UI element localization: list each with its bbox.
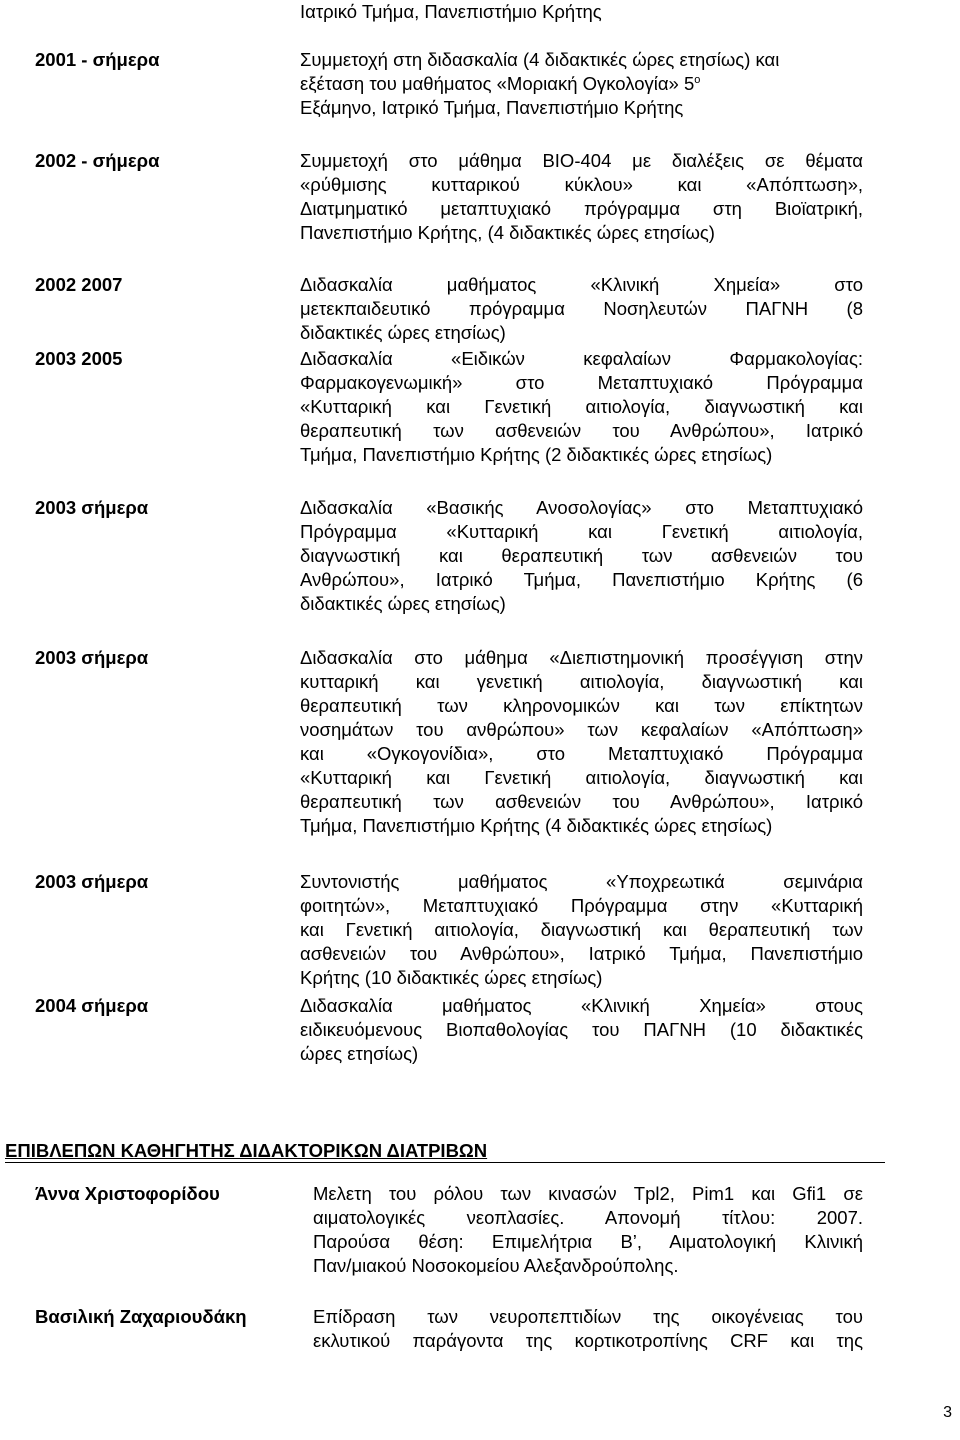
entry-line: Ανθρώπου», Ιατρικό Τμήμα, Πανεπιστήμιο Κρήτης (6 — [300, 569, 863, 590]
entry-line: διδακτικές ώρες ετησίως) — [300, 593, 506, 614]
entry-line: θεραπευτική των κληρονομικών και των επίκτητων — [300, 695, 863, 716]
header-continuation-line: Ιατρικό Τμήμα, Πανεπιστήμιο Κρήτης — [300, 1, 602, 22]
entry-line: Διδασκαλία μαθήματος «Κλινική Χημεία» στο — [300, 274, 863, 295]
entry-line: Διατμηματικό μεταπτυχιακό πρόγραμμα στη Βιοϊατρική, — [300, 198, 863, 219]
thesis-line: Μελετη του ρόλου των κινασών Tpl2, Pim1 και Gfi1 σε — [313, 1183, 863, 1204]
thesis-line: εκλυτικού παράγοντα της κορτικοτροπίνης CRF και της — [313, 1330, 863, 1351]
entry-period: 2001 - σήμερα — [35, 49, 160, 70]
entry-line: θεραπευτική των ασθενειών του Ανθρώπου», Ιατρικό — [300, 420, 863, 441]
thesis-line: Παρούσα θέση: Επιμελήτρια Β’, Αιματολογική Κλινική — [313, 1231, 863, 1252]
entry-period: 2003 σήμερα — [35, 871, 149, 892]
entry-line: Συντονιστής μαθήματος «Υποχρεωτικά σεμινάρια — [300, 871, 863, 892]
entry-line: διδακτικές ώρες ετησίως) — [300, 322, 506, 343]
entry-line: ασθενειών του Ανθρώπου», Ιατρικό Τμήμα, Πανεπιστήμιο — [300, 943, 863, 964]
entry-line: νοσημάτων του ανθρώπου» των κεφαλαίων «Απόπτωση» — [300, 719, 863, 740]
entry-line: κυτταρική και γενετική αιτιολογία, διαγνωστική και — [300, 671, 863, 692]
entry-line-text: εξέταση του μαθήματος «Μοριακή Ογκολογία» 5 — [300, 73, 695, 94]
entry-line: Διδασκαλία «Ειδικών κεφαλαίων Φαρμακολογίας: — [300, 348, 863, 369]
entry-line: Κρήτης (10 διδακτικές ώρες ετησίως) — [300, 967, 603, 988]
entry-line: Τμήμα, Πανεπιστήμιο Κρήτης (4 διδακτικές ώρες ετησίως) — [300, 815, 773, 836]
entry-line: ειδικευόμενους Βιοπαθολογίας του ΠΑΓΝΗ (10 διδακτικές — [300, 1019, 863, 1040]
student-name: Άννα Χριστοφορίδου — [35, 1183, 220, 1204]
entry-line: θεραπευτική των ασθενειών του Ανθρώπου», Ιατρικό — [300, 791, 863, 812]
entry-period: 2003 σήμερα — [35, 647, 149, 668]
entry-line: Συμμετοχή στο μάθημα ΒΙΟ-404 με διαλέξεις σε θέματα — [300, 150, 863, 171]
thesis-line: αιματολογικές νεοπλασίες. Απονομή τίτλου: 2007. — [313, 1207, 863, 1228]
entry-line: Εξάμηνο, Ιατρικό Τμήμα, Πανεπιστήμιο Κρήτης — [300, 97, 684, 118]
entry-period: 2002 2007 — [35, 274, 123, 295]
entry-line: μετεκπαιδευτικό πρόγραμμα Νοσηλευτών ΠΑΓΝΗ (8 — [300, 298, 863, 319]
entry-line: και «Ογκογονίδια», στο Μεταπτυχιακό Πρόγραμμα — [300, 743, 863, 764]
entry-line: διαγνωστική και θεραπευτική των ασθενειών του — [300, 545, 863, 566]
entry-line: Διδασκαλία μαθήματος «Κλινική Χημεία» στους — [300, 995, 863, 1016]
entry-line: Τμήμα, Πανεπιστήμιο Κρήτης (2 διδακτικές ώρες ετησίως) — [300, 444, 773, 465]
entry-line: ώρες ετησίως) — [300, 1043, 419, 1064]
entry-line: και Γενετική αιτιολογία, διαγνωστική και θεραπευτική των — [300, 919, 863, 940]
entry-line: Διδασκαλία στο μάθημα «Διεπιστημονική προσέγγιση στην — [300, 647, 863, 668]
section-heading: ΕΠΙΒΛΕΠΩΝ ΚΑΘΗΓΗΤΗΣ ΔΙΔΑΚΤΟΡΙΚΩΝ ΔΙΑΤΡΙΒΩΝ — [5, 1140, 488, 1161]
entry-line: Φαρμακογενωμική» στο Μεταπτυχιακό Πρόγραμμα — [300, 372, 863, 393]
thesis-line: Παν/μιακού Νοσοκομείου Αλεξανδρούπολης. — [313, 1255, 679, 1276]
entry-period: 2004 σήμερα — [35, 995, 149, 1016]
entry-line — [300, 72, 863, 96]
entry-line: φοιτητών», Μεταπτυχιακό Πρόγραμμα στην «Κυτταρική — [300, 895, 863, 916]
entry-period: 2002 - σήμερα — [35, 150, 160, 171]
page-number: 3 — [943, 1404, 952, 1421]
entry-line: Πανεπιστήμιο Κρήτης, (4 διδακτικές ώρες ετησίως) — [300, 222, 715, 243]
entry-line: «Κυτταρική και Γενετική αιτιολογία, διαγνωστική και — [300, 396, 863, 417]
thesis-line: Επίδραση των νευροπεπτιδίων της οικογένειας του — [313, 1306, 863, 1327]
superscript: ο — [694, 74, 701, 86]
entry-line: «ρύθμισης κυτταρικού κύκλου» και «Απόπτωση», — [300, 174, 863, 195]
entry-line: Συμμετοχή στη διδασκαλία (4 διδακτικές ώρες ετησίως) και — [300, 49, 780, 70]
entry-line: Πρόγραμμα «Κυτταρική και Γενετική αιτιολογία, — [300, 521, 863, 542]
entry-period: 2003 σήμερα — [35, 497, 149, 518]
section-divider — [5, 1162, 885, 1163]
entry-line: Διδασκαλία «Βασικής Ανοσολογίας» στο Μεταπτυχιακό — [300, 497, 863, 518]
entry-period: 2003 2005 — [35, 348, 123, 369]
entry-line: «Κυτταρική και Γενετική αιτιολογία, διαγνωστική και — [300, 767, 863, 788]
student-name: Βασιλική Ζαχαριουδάκη — [35, 1306, 247, 1327]
